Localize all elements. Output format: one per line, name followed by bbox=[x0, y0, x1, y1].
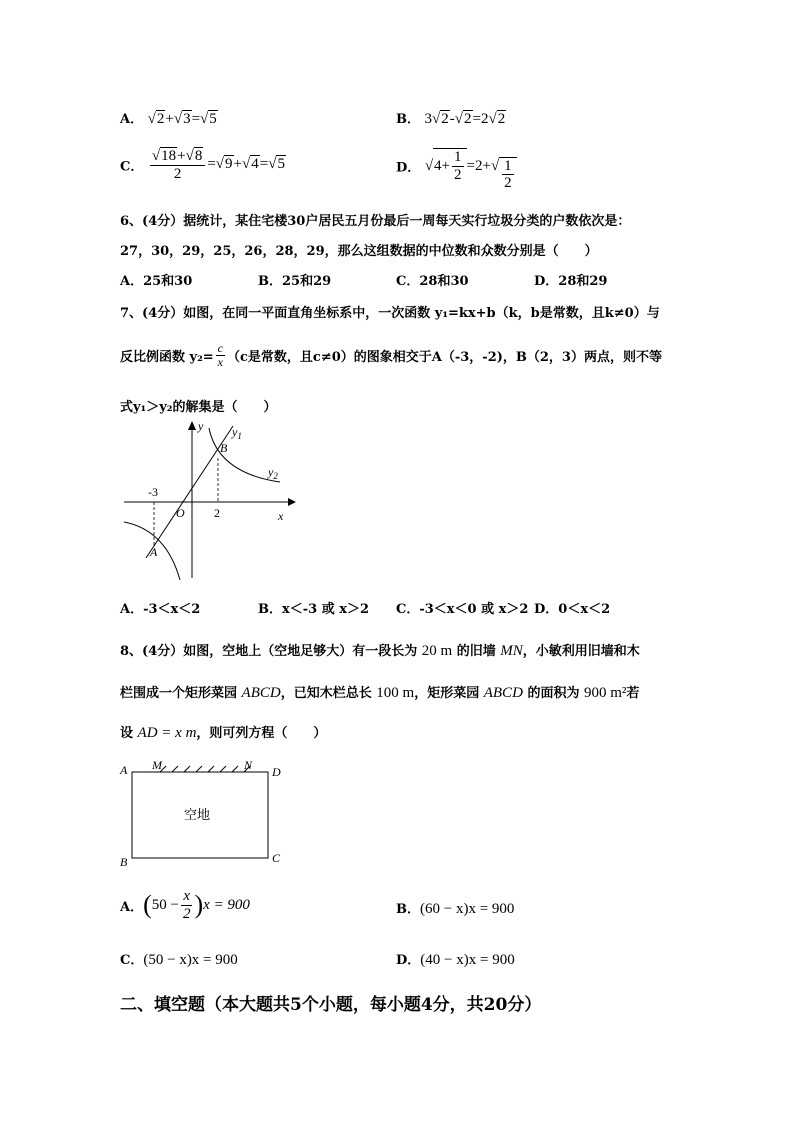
text-segment: 栏围成一个矩形菜园 bbox=[120, 686, 238, 701]
option-label: C． bbox=[396, 602, 420, 617]
wall-hatching bbox=[160, 766, 250, 772]
vertex-a: A bbox=[120, 763, 128, 777]
point-m: M bbox=[152, 758, 162, 772]
q6-option-c bbox=[396, 270, 469, 289]
option-text: (50 − x)x = 900 bbox=[143, 952, 238, 968]
operator: + bbox=[233, 156, 242, 173]
option-label: B． bbox=[396, 902, 420, 917]
equals: = bbox=[191, 111, 201, 127]
radicand: 2 bbox=[497, 111, 506, 127]
option-label: A． bbox=[120, 274, 144, 289]
text-segment: 反比例函数 y₂= bbox=[120, 350, 214, 366]
denominator: 2 bbox=[454, 166, 462, 183]
option-text: x＜-3 或 x＞2 bbox=[282, 602, 370, 617]
option-label: D． bbox=[534, 274, 559, 289]
origin-label: O bbox=[176, 506, 185, 520]
q7-option-a bbox=[120, 598, 200, 617]
option-label: B． bbox=[396, 112, 420, 127]
open-space-label: 空地 bbox=[184, 808, 211, 823]
ad-equation: AD = x m bbox=[137, 725, 197, 741]
radicand: 2 bbox=[441, 111, 449, 127]
q8-line-2 bbox=[120, 682, 639, 702]
radicand: 2 bbox=[464, 111, 472, 127]
q8-option-b bbox=[396, 898, 514, 918]
option-text: 0＜x＜2 bbox=[558, 602, 611, 617]
text-segment: ，矩形菜园 bbox=[414, 686, 480, 701]
text-segment: 若 bbox=[626, 686, 640, 701]
tick-neg3-label: -3 bbox=[148, 485, 158, 499]
option-label: B． bbox=[258, 602, 282, 617]
option-label: D． bbox=[396, 160, 421, 176]
radicand: 9 bbox=[225, 156, 233, 173]
q8-line-1 bbox=[120, 640, 640, 660]
y1-subscript: 1 bbox=[237, 431, 242, 441]
option-text: 25和30 bbox=[143, 274, 193, 289]
option-label: D． bbox=[534, 602, 559, 617]
q8-line-3 bbox=[120, 722, 326, 742]
fraction bbox=[181, 888, 193, 922]
fraction: $\frac{√18+√8}{2}$ bbox=[150, 148, 205, 182]
numerator: c bbox=[217, 341, 223, 355]
q8-option-d bbox=[396, 949, 515, 969]
y-axis-arrow-icon bbox=[188, 421, 196, 430]
radicand: 5 bbox=[209, 111, 217, 127]
y2-subscript: 2 bbox=[273, 471, 278, 481]
area-value: 900 m² bbox=[583, 685, 627, 701]
coefficient: 3 bbox=[424, 111, 433, 127]
equals: = bbox=[207, 156, 216, 173]
text-segment: ，则可列方程（ ） bbox=[196, 726, 327, 741]
point-a-label: A bbox=[150, 545, 158, 559]
option-label: C． bbox=[120, 953, 144, 968]
option-label: A． bbox=[120, 899, 144, 915]
rect-abcd: ABCD bbox=[483, 685, 523, 701]
x-axis-label: x bbox=[278, 509, 284, 523]
q6-option-d bbox=[534, 270, 607, 289]
option-text: (60 − x)x = 900 bbox=[420, 901, 515, 917]
option-text: 25和29 bbox=[282, 274, 332, 289]
y2-label bbox=[267, 465, 278, 481]
text-segment: （c是常数，且c≠0）的图象相交于A（-3，-2)，B（2，3）两点，则不等 bbox=[227, 350, 662, 366]
radicand: 8 bbox=[194, 148, 203, 164]
text-segment: ，小敏利用旧墙和木 bbox=[522, 644, 640, 659]
text-segment: 设 bbox=[120, 726, 134, 741]
equals: =2+ bbox=[466, 157, 491, 174]
numerator: x bbox=[183, 888, 191, 904]
q8-garden-diagram bbox=[116, 756, 292, 870]
vertex-d: D bbox=[272, 765, 281, 779]
fraction bbox=[452, 149, 464, 183]
term: 50 − bbox=[151, 896, 179, 913]
q7-option-b bbox=[258, 598, 369, 617]
operator: + bbox=[165, 111, 174, 127]
option-text: 28和30 bbox=[419, 274, 469, 289]
radicand: 5 bbox=[277, 156, 285, 173]
q5-option-b: B． 3√2-√2=2√2 bbox=[396, 111, 506, 127]
q8-option-c bbox=[120, 949, 238, 969]
wall-length: 20 m bbox=[421, 643, 453, 659]
paren-left: ( bbox=[143, 890, 152, 919]
y1-label bbox=[231, 425, 242, 441]
y1-letter: y bbox=[232, 425, 238, 439]
option-text: -3＜x＜2 bbox=[143, 602, 201, 617]
option-text: (40 − x)x = 900 bbox=[420, 952, 515, 968]
text-segment: 的面积为 bbox=[527, 686, 580, 701]
text-segment: 8、(4分）如图，空地上（空地足够大）有一段长为 bbox=[120, 644, 418, 659]
q5-option-d: D． √ 4+ $\frac{1}{2}$ =2+√ $\frac{1}{2}$ bbox=[396, 148, 517, 192]
denominator: 2 bbox=[504, 175, 512, 191]
option-label: A． bbox=[120, 112, 144, 127]
numerator: 1 bbox=[504, 157, 512, 174]
q6-option-b bbox=[258, 270, 331, 289]
q7-line-2 bbox=[120, 342, 662, 369]
q7-coordinate-graph bbox=[118, 418, 298, 586]
vertex-c: C bbox=[272, 851, 281, 865]
radicand: 2 bbox=[156, 111, 165, 127]
option-label: C． bbox=[396, 274, 420, 289]
q7-option-c bbox=[396, 598, 528, 617]
radicand: 18 bbox=[161, 148, 177, 164]
operator: + bbox=[177, 148, 186, 164]
q5-option-c: C． $\frac{√18+√8}{2}$ =√9+√4=√5 bbox=[120, 148, 285, 182]
fraction bbox=[216, 342, 225, 369]
q6-line-2: 27，30，29，25，26，28，29，那么这组数据的中位数和众数分别是（ ） bbox=[120, 244, 598, 259]
y-axis-label: y bbox=[198, 419, 204, 433]
equals: =2 bbox=[472, 111, 489, 127]
option-label: D． bbox=[396, 953, 421, 968]
text-segment: 的旧墙 bbox=[456, 644, 496, 659]
tick-2-label: 2 bbox=[214, 506, 220, 520]
term: x = 900 bbox=[203, 896, 250, 913]
section-heading-fill-in: 二、填空题（本大题共5个小题，每小题4分，共20分） bbox=[120, 995, 542, 1015]
term: 4+ bbox=[434, 157, 451, 174]
denominator: 2 bbox=[182, 905, 191, 922]
option-text: -3＜x＜0 或 x＞2 bbox=[419, 602, 529, 617]
x-axis-arrow-icon bbox=[288, 498, 296, 506]
q7-line-1: 7、(4分）如图，在同一平面直角坐标系中，一次函数 y₁=kx+b（k，b是常数，且k≠0）与 bbox=[120, 306, 660, 321]
q7-line-3: 式y₁＞y₂的解集是（ ） bbox=[120, 400, 277, 415]
option-label: C． bbox=[120, 159, 144, 175]
segment-mn: MN bbox=[500, 643, 523, 659]
y2-letter: y bbox=[268, 465, 274, 479]
radicand: 3 bbox=[183, 111, 191, 127]
q8-option-a bbox=[120, 888, 250, 922]
fraction bbox=[502, 158, 514, 192]
equals: = bbox=[259, 156, 269, 173]
point-b-label: B bbox=[220, 441, 228, 455]
q6-option-a bbox=[120, 270, 192, 289]
rect-abcd: ABCD bbox=[241, 685, 281, 701]
option-text: 28和29 bbox=[558, 274, 608, 289]
point-n: N bbox=[244, 758, 253, 772]
denominator: 2 bbox=[173, 165, 182, 182]
denominator: x bbox=[217, 355, 223, 370]
q6-line-1: 6、(4分）据统计，某住宅楼30户居民五月份最后一周每天实行垃圾分类的户数依次是： bbox=[120, 214, 631, 229]
text-segment: ，已知木栏总长 bbox=[280, 686, 372, 701]
radicand: 4 bbox=[251, 156, 259, 173]
vertex-b: B bbox=[120, 855, 128, 869]
q7-option-d bbox=[534, 598, 610, 617]
fence-total: 100 m bbox=[376, 685, 415, 701]
numerator: 1 bbox=[454, 149, 462, 165]
operator: - bbox=[449, 111, 455, 127]
paren-right: ) bbox=[194, 890, 204, 919]
q5-option-a: A． √2+√3=√5 bbox=[120, 111, 217, 127]
option-label: A． bbox=[120, 602, 144, 617]
option-label: B． bbox=[258, 274, 282, 289]
